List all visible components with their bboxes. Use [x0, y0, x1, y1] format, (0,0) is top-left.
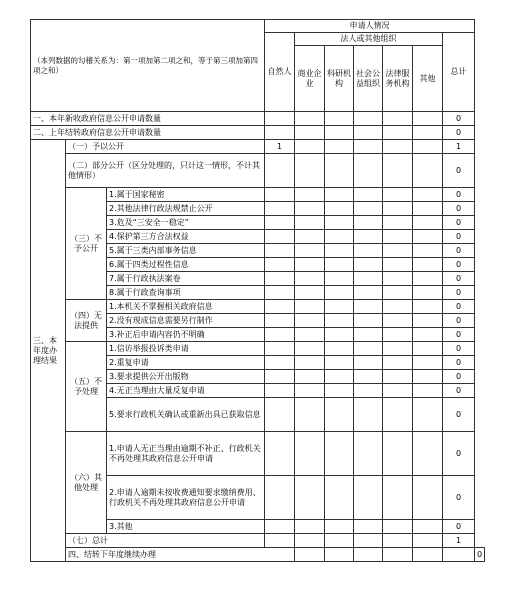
- cell-legal: [413, 548, 443, 562]
- cell-total: 0: [475, 548, 485, 562]
- row-label: 3.危及“三安全一稳定”: [107, 216, 265, 230]
- cell-total: 0: [443, 286, 475, 300]
- cell-total: 1: [443, 534, 475, 548]
- cell-research: [325, 112, 354, 126]
- cell-social: [383, 548, 413, 562]
- cell-research: [325, 534, 354, 548]
- row-label: 一、本年新收政府信息公开申请数量: [31, 112, 265, 126]
- cell-total: 0: [443, 370, 475, 384]
- cell-total: 0: [443, 520, 475, 534]
- cell-total: 0: [443, 272, 475, 286]
- cell-natural: [295, 548, 325, 562]
- row-label: 1.属于国家秘密: [107, 188, 265, 202]
- cell-legal: [383, 140, 413, 154]
- cell-research: [354, 548, 383, 562]
- row-label: 二、上年结转政府信息公开申请数量: [31, 126, 265, 140]
- total-header: 总计: [443, 33, 475, 112]
- cell-natural: [265, 126, 295, 140]
- applicant-status-header: 申请人情况: [265, 20, 475, 33]
- header-row-1: [31, 20, 485, 33]
- cell-total: 0: [443, 258, 475, 272]
- row-label: （七）总计: [66, 534, 265, 548]
- cell-other: [413, 140, 443, 154]
- cell-total: 0: [443, 216, 475, 230]
- legal-service-header: 法律服务机构: [383, 46, 413, 112]
- row-label: 6.属于四类过程性信息: [107, 258, 265, 272]
- group-label: （六）其他处理: [66, 432, 107, 534]
- cell-total: 0: [443, 300, 475, 314]
- cell-commercial: [295, 154, 325, 188]
- cell-social: [354, 154, 383, 188]
- cell-total: 0: [443, 230, 475, 244]
- commercial-header: 商业企业: [295, 46, 325, 112]
- cell-legal: [383, 154, 413, 188]
- row-label: 四、结转下年度继续办理: [66, 548, 295, 562]
- row-label: 4.保护第三方合法权益: [107, 230, 265, 244]
- cell-commercial: [295, 112, 325, 126]
- table-row: [31, 154, 485, 188]
- cell-natural: [265, 534, 295, 548]
- table-row: [31, 126, 485, 140]
- cell-other: [413, 154, 443, 188]
- cell-total: 0: [443, 328, 475, 342]
- cell-legal: [383, 534, 413, 548]
- row-label: 1.本机关不掌握相关政府信息: [107, 300, 265, 314]
- cell-research: [325, 154, 354, 188]
- natural-person-header: 自然人: [265, 33, 295, 112]
- row-label: 2.申请人逾期未按收费通知要求缴纳费用、行政机关不再处理其政府信息公开申请: [107, 476, 265, 520]
- row-label: 5.属于三类内部事务信息: [107, 244, 265, 258]
- cell-total: 0: [443, 356, 475, 370]
- cell-social: [354, 126, 383, 140]
- row-label: 5.要求行政机关确认或重新出具已获取信息: [107, 398, 265, 432]
- cell-total: 0: [443, 314, 475, 328]
- cell-commercial: [295, 534, 325, 548]
- cell-commercial: [295, 140, 325, 154]
- cell-total: 0: [443, 112, 475, 126]
- group-label: （三）不予公开: [66, 188, 107, 300]
- cell-natural: [265, 154, 295, 188]
- cell-total: 0: [443, 188, 475, 202]
- cell-commercial: [295, 126, 325, 140]
- table-row: [31, 432, 485, 476]
- row-label: 1.信访举报投诉类申请: [107, 342, 265, 356]
- cell-other: [413, 112, 443, 126]
- cell-total: 0: [443, 342, 475, 356]
- cell-research: [325, 126, 354, 140]
- table-row: [31, 188, 485, 202]
- cell-other: [413, 126, 443, 140]
- row-label: 3.补正后申请内容仍不明确: [107, 328, 265, 342]
- row-label: （一）予以公开: [66, 140, 265, 154]
- cell-total: 0: [443, 126, 475, 140]
- row-label: 8.属于行政查询事项: [107, 286, 265, 300]
- row-label: 2.没有现成信息需要另行制作: [107, 314, 265, 328]
- table-row: [31, 300, 485, 314]
- row-label: （二）部分公开（区分处理的，只计这一情形，不计其他情形）: [66, 154, 265, 188]
- legal-entities-header: 法人或其他组织: [295, 33, 443, 46]
- cell-total: 0: [443, 202, 475, 216]
- group-label: （四）无法提供: [66, 300, 107, 342]
- table-note: （本列数据的勾稽关系为：第一项加第二项之和，等于第三项加第四项之和）: [31, 20, 265, 112]
- cell-commercial: [325, 548, 354, 562]
- group-label: （五）不予处理: [66, 342, 107, 432]
- cell-research: [325, 140, 354, 154]
- table-row: [31, 140, 485, 154]
- table-row: [31, 112, 485, 126]
- row-label: 2.其他法律行政法规禁止公开: [107, 202, 265, 216]
- row-label: 7.属于行政执法案卷: [107, 272, 265, 286]
- row-label: 4.无正当理由大量反复申请: [107, 384, 265, 398]
- research-header: 科研机构: [325, 46, 354, 112]
- cell-total: 1: [443, 140, 475, 154]
- other-header: 其他: [413, 46, 443, 112]
- cell-total: 0: [443, 244, 475, 258]
- table-row: [31, 548, 485, 562]
- row-label: 3.要求提供公开出版物: [107, 370, 265, 384]
- cell-total: 0: [443, 432, 475, 476]
- cell-total: 0: [443, 154, 475, 188]
- section-3-label: 三、本年度办理结果: [31, 140, 66, 562]
- cell-social: [354, 534, 383, 548]
- cell-total: 0: [443, 476, 475, 520]
- cell-legal: [383, 126, 413, 140]
- cell-legal: [383, 112, 413, 126]
- table-row: [31, 534, 485, 548]
- cell-social: [354, 112, 383, 126]
- cell-natural: [265, 112, 295, 126]
- cell-natural: 1: [265, 140, 295, 154]
- table-row: [31, 342, 485, 356]
- cell-other: [413, 534, 443, 548]
- cell-total: 0: [443, 384, 475, 398]
- information-disclosure-table: [30, 19, 485, 562]
- row-label: 3.其他: [107, 520, 265, 534]
- cell-other: [443, 548, 475, 562]
- row-label: 1.申请人无正当理由逾期不补正、行政机关不再处理其政府信息公开申请: [107, 432, 265, 476]
- row-label: 2.重复申请: [107, 356, 265, 370]
- social-welfare-header: 社会公益组织: [354, 46, 383, 112]
- cell-social: [354, 140, 383, 154]
- cell-total: 0: [443, 398, 475, 432]
